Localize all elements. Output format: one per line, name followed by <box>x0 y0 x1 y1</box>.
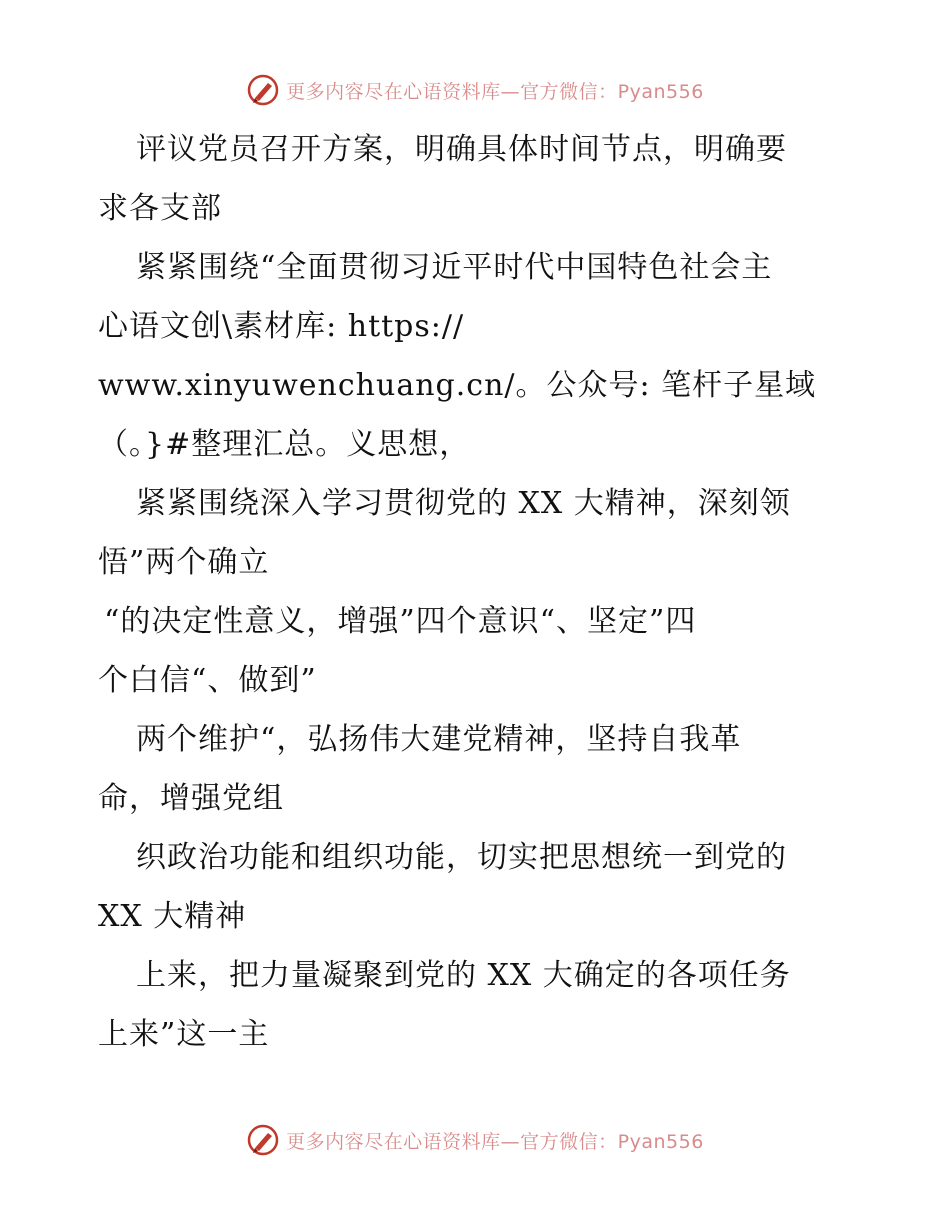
document-body <box>98 120 858 1064</box>
pen-logo-icon <box>246 1123 280 1157</box>
text-line: 上来，把力量凝聚到党的 XX 大确定的各项任务 <box>136 958 791 993</box>
text-line: XX 大精神 <box>98 899 247 934</box>
text-line: 命，增强党组 <box>98 781 284 816</box>
header-banner-text: 更多内容尽在心语资料库—官方微信：Pyan556 <box>286 80 704 103</box>
text-line: 评议党员召开方案，明确具体时间节点，明确要 <box>136 132 787 167</box>
text-line: 个白信“、做到” <box>98 663 317 698</box>
footer-banner-text: 更多内容尽在心语资料库—官方微信：Pyan556 <box>286 1130 704 1153</box>
text-line: 上来”这一主 <box>98 1017 270 1052</box>
text-line: 紧紧围绕“全面贯彻习近平时代中国特色社会主 <box>136 250 773 285</box>
text-line: 悟”两个确立 <box>98 545 270 580</box>
footer-banner <box>0 1118 950 1162</box>
pen-logo-icon <box>246 73 280 107</box>
text-line: 心语文创\素材库: https:// <box>98 309 465 344</box>
text-line: 紧紧围绕深入学习贯彻党的 XX 大精神，深刻领 <box>136 486 791 521</box>
header-banner <box>0 68 950 112</box>
text-line: “的决定性意义，增强”四个意识“、坚定”四 <box>104 604 697 639</box>
text-line: www.xinyuwenchuang.cn/。公众号: 笔杆子星域 <box>98 368 817 403</box>
text-line: （。}#整理汇总。义思想， <box>98 427 471 462</box>
text-line: 求各支部 <box>98 191 222 226</box>
text-line: 两个维护“，弘扬伟大建党精神，坚持自我革 <box>136 722 742 757</box>
text-line: 织政治功能和组织功能，切实把思想统一到党的 <box>136 840 787 875</box>
